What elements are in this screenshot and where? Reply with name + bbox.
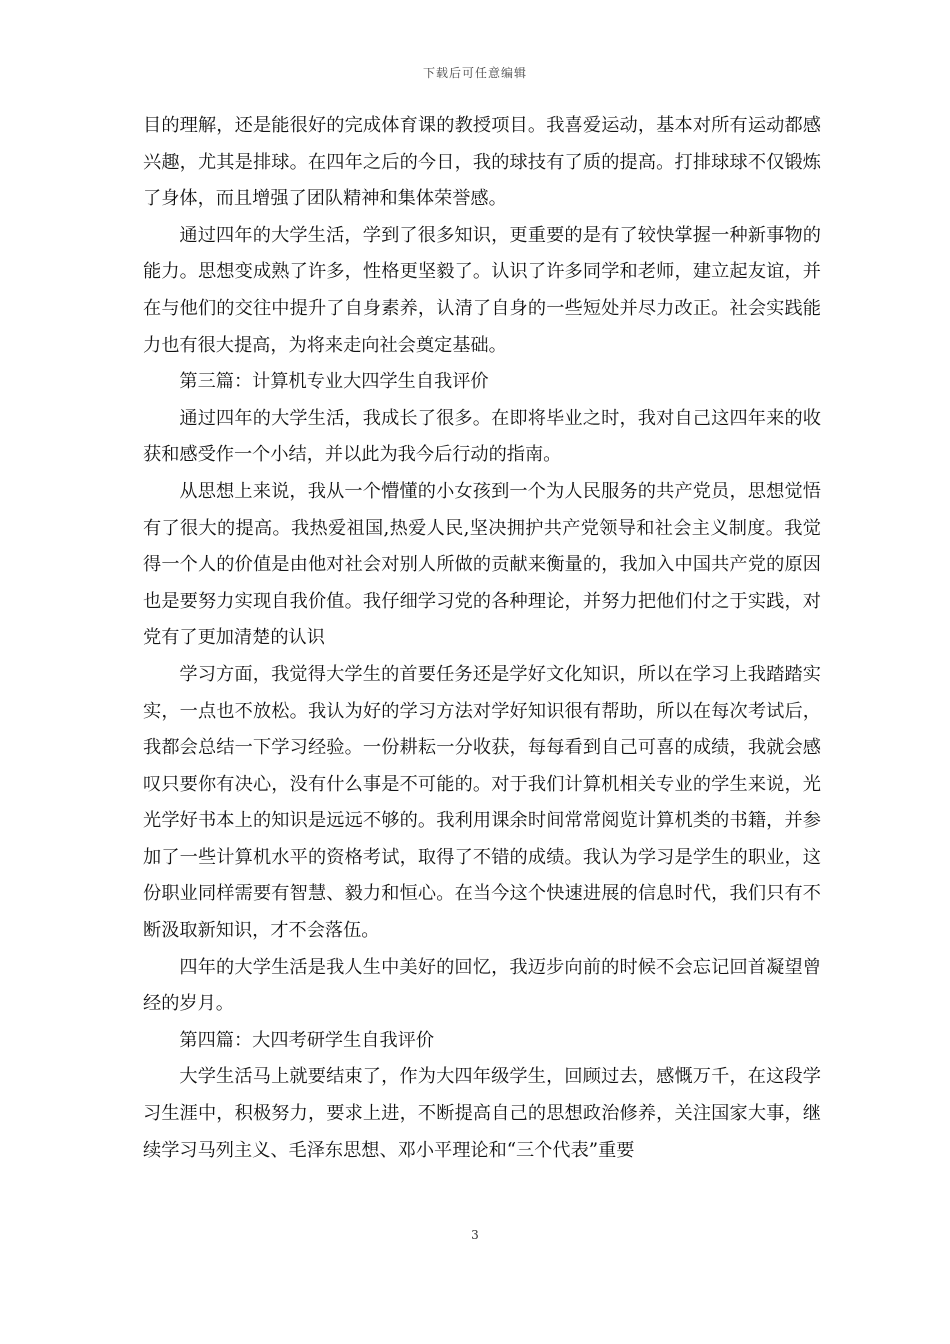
paragraph-continuation: 目的理解，还是能很好的完成体育课的教授项目。我喜爱运动，基本对所有运动都感兴趣，尤其是排球。在四年之后的今日，我的球技有了质的提高。打排球球不仅锻炼了身体，而且增强了团队精神和集体荣誉感。 (143, 115, 821, 210)
paragraph-graduate-exam: 大学生活马上就要结束了，作为大四年级学生，回顾过去，感慨万千，在这段学习生涯中，积极努力，要求上进，不断提高自己的思想政治修养，关注国家大事，继续学习马列主义、毛泽东思想、邓小平理论和“三个代表”重要 (143, 1066, 821, 1161)
paragraph-ideology: 从思想上来说，我从一个懵懂的小女孩到一个为人民服务的共产党员，思想觉悟有了很大的提高。我热爱祖国,热爱人民,坚决拥护共产党领导和社会主义制度。我觉得一个人的价值是由他对社会对别人所做的贡献来衡量的，我加入中国共产党的原因也是要努力实现自我价值。我仔细学习党的各种理论，并努力把他们付之于实践，对党有了更加清楚的认识 (143, 480, 821, 649)
section-heading-fourth: 第四篇：大四考研学生自我评价 (179, 1029, 435, 1051)
section-heading-third: 第三篇：计算机专业大四学生自我评价 (179, 371, 489, 393)
page-header: 下载后可任意编辑 (422, 66, 527, 80)
document-body (143, 108, 821, 1169)
paragraph-university-gains: 通过四年的大学生活，学到了很多知识，更重要的是有了较快掌握一种新事物的能力。思想变成熟了许多，性格更坚毅了。认识了许多同学和老师，建立起友谊，并在与他们的交往中提升了自身素养，认清了自身的一些短处并尽力改正。社会实践能力也有很大提高，为将来走向社会奠定基础。 (143, 224, 821, 356)
page-number: 3 (471, 1228, 479, 1242)
paragraph-study: 学习方面，我觉得大学生的首要任务还是学好文化知识，所以在学习上我踏踏实实，一点也不放松。我认为好的学习方法对学好知识很有帮助，所以在每次考试后，我都会总结一下学习经验。一份耕耘一分收获，每每看到自己可喜的成绩，我就会感叹只要你有决心，没有什么事是不可能的。对于我们计算机相关专业的学生来说，光光学好书本上的知识是远远不够的。我利用课余时间常常阅览计算机类的书籍，并参加了一些计算机水平的资格考试，取得了不错的成绩。我认为学习是学生的职业，这份职业同样需要有智慧、毅力和恒心。在当今这个快速进展的信息时代，我们只有不断汲取新知识，才不会落伍。 (143, 663, 821, 942)
paragraph-memories: 四年的大学生活是我人生中美好的回忆，我迈步向前的时候不会忘记回首凝望曾经的岁月。 (143, 956, 821, 1015)
paragraph-summary-intro: 通过四年的大学生活，我成长了很多。在即将毕业之时，我对自己这四年来的收获和感受作一个小结，并以此为我今后行动的指南。 (143, 407, 821, 466)
